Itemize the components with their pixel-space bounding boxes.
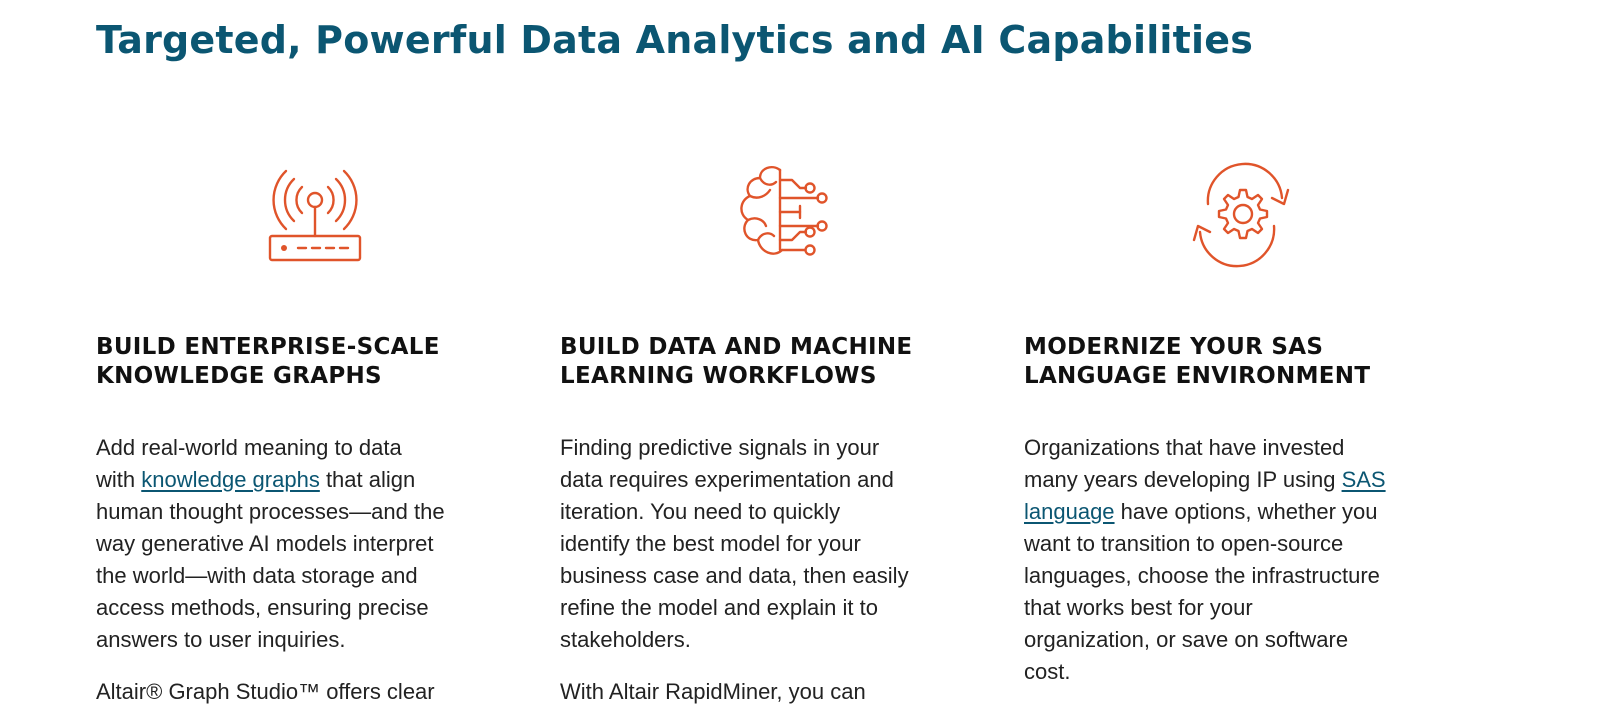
feature-heading: BUILD ENTERPRISE-SCALE KNOWLEDGE GRAPHS [96,334,440,389]
knowledge-graphs-link[interactable]: knowledge graphs [141,467,320,492]
sas-language-link[interactable]: SAS [1341,467,1386,492]
feature-description-continued: With Altair RapidMiner, you can [560,679,866,704]
gear-cycle-icon [1186,160,1296,270]
feature-description-continued: Altair® Graph Studio™ offers clear [96,679,435,704]
brain-circuit-icon [730,160,840,270]
feature-heading: MODERNIZE YOUR SAS LANGUAGE ENVIRONMENT [1024,334,1371,389]
feature-description: Organizations that have invested many years developing IP using SAS language have options, whether you want to transition to open-source languages, choose the infrastructure that works best for your organization, or save on software cost. [1024,435,1386,684]
sas-language-link-continued[interactable]: language [1024,499,1115,524]
router-antenna-icon [260,160,370,270]
page-title: Targeted, Powerful Data Analytics and AI Capabilities [96,18,1254,62]
feature-heading: BUILD DATA AND MACHINE LEARNING WORKFLOWS [560,334,913,389]
feature-description: Add real-world meaning to data with knowledge graphs that align human thought processes—and the way generative AI models interpret the world—with data storage and access methods, ensuring precise answers to user inquiries. [96,435,445,652]
feature-description: Finding predictive signals in your data requires experimentation and iteration. You need to quickly identify the best model for your business case and data, then easily refine the model and explain it to stakeholders. [560,435,909,652]
